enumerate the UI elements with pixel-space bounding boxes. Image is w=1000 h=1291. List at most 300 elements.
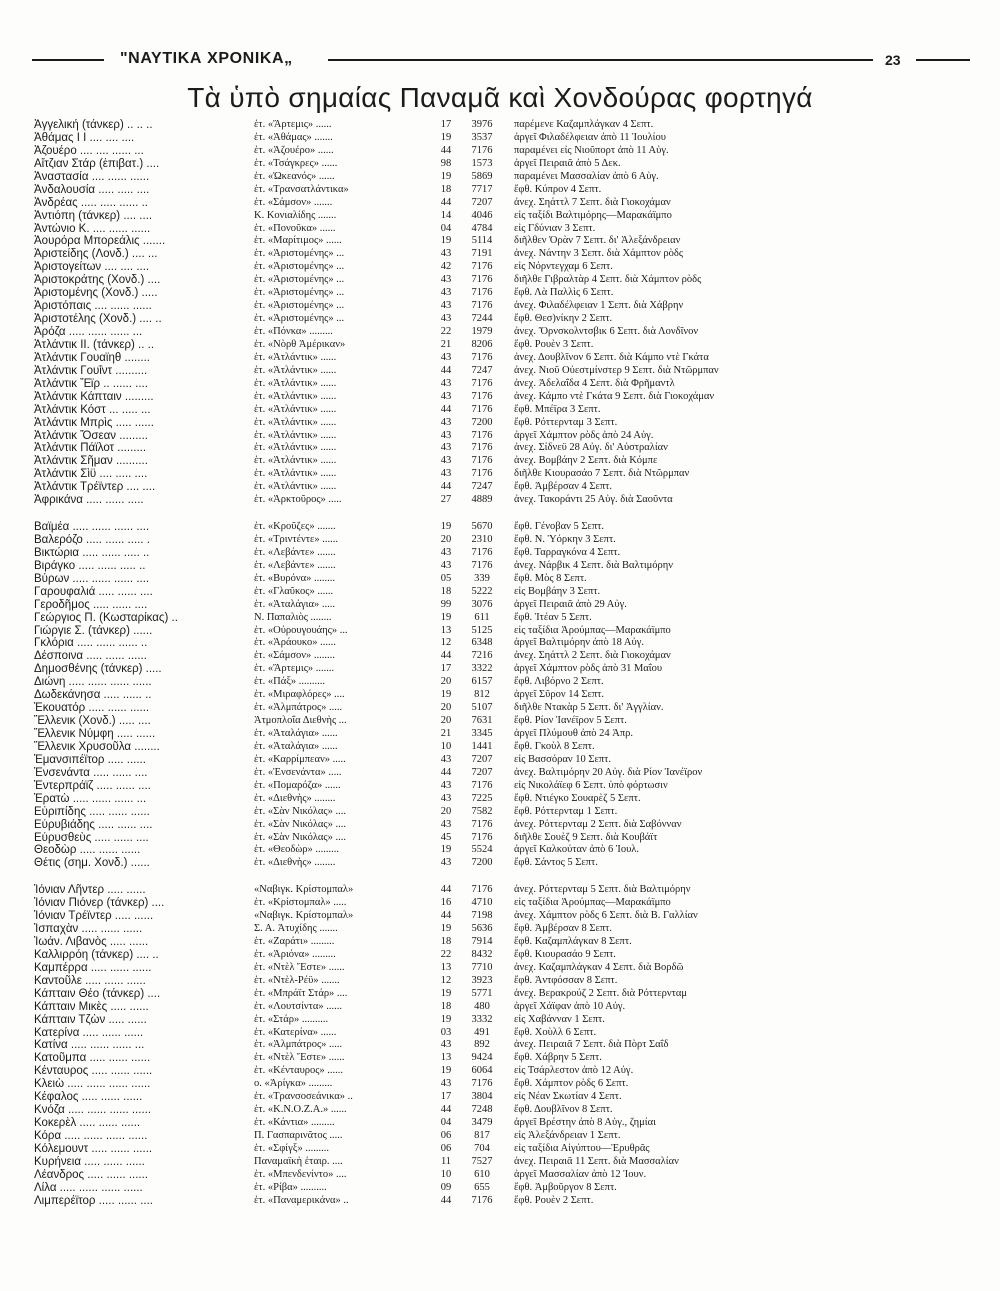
ship-tonnage: 610	[474, 1168, 490, 1180]
ship-name: Γαρουφαλιά ..... ...... ....	[34, 585, 153, 598]
ship-name: Ἀριστοτέλης (Χονδ.) .... ..	[34, 313, 162, 326]
ship-tonnage: 7248	[471, 1104, 493, 1116]
ship-name: Ἰωάν. Λιβανὸς ..... ......	[34, 935, 149, 948]
ship-owner: ἑτ. «Ἀταλάγια» .....	[254, 598, 335, 610]
ship-status: ἀνεχ. Πειραιᾶ 11 Σεπτ. διὰ Μασσαλίαν	[514, 1155, 679, 1167]
ship-status: ἀνεχ. Σηάττλ 2 Σεπτ. διὰ Γιοκοχάμαν	[514, 650, 671, 662]
ship-name: Βικτώρια ..... ...... ..... ..	[34, 546, 150, 559]
ship-owner: ἑτ. «Λεβάντε» .......	[254, 559, 336, 571]
ship-owner: ἑτ. «Ἀτλάντικ» ......	[254, 455, 337, 467]
ship-tonnage: 7216	[471, 650, 493, 662]
ship-tonnage: 7247	[471, 481, 493, 493]
ship-row	[28, 612, 978, 625]
ship-tonnage: 8432	[471, 948, 493, 960]
ship-status: ἔφθ. Ἀμβέρσαν 8 Σεπτ.	[514, 923, 613, 935]
ship-owner: ἑτ. «Ζαράτι» .........	[254, 935, 335, 947]
ship-year: 43	[440, 559, 452, 571]
ship-status: ἀργεῖ Χάϊφαν ἀπὸ 10 Αὐγ.	[514, 1000, 626, 1012]
ship-year: 13	[440, 624, 452, 636]
ship-row	[28, 1143, 978, 1156]
ship-owner: ἑτ. «Παναμερικάνα» ..	[254, 1194, 349, 1206]
ship-row	[28, 197, 978, 210]
ship-year: 43	[440, 377, 452, 389]
ship-status: ἔφθ. Χάβρην 5 Σεπτ.	[514, 1052, 602, 1064]
ship-tonnage: 7176	[471, 274, 493, 286]
ship-row	[28, 663, 978, 676]
ship-tonnage: 7710	[471, 961, 493, 973]
ship-tonnage: 7914	[471, 935, 493, 947]
ship-row	[28, 339, 978, 352]
ship-status: ἀργεῖ Βαλτιμόρην ἀπὸ 18 Αὐγ.	[514, 637, 644, 649]
ship-owner: ἑτ. «Θεοδὼρ» .........	[254, 844, 339, 856]
ship-year: 43	[440, 287, 452, 299]
ship-row	[28, 442, 978, 455]
ship-year: 43	[440, 857, 452, 869]
ship-owner: Ἀτμοπλοΐα Διεθνὴς ...	[254, 715, 347, 727]
ship-status: ἔφθ. Καζαμπλάγκαν 8 Σεπτ.	[514, 935, 632, 947]
ship-owner: ἑτ. «Μιραφλόρες» ....	[254, 689, 345, 701]
ship-tonnage: 3804	[471, 1091, 493, 1103]
ship-year: 19	[440, 131, 452, 143]
ship-name: Ἐντερπράϊζ ..... ...... ....	[34, 779, 151, 792]
ship-owner: ἑτ. «Ἀτλάντικ» ......	[254, 442, 337, 454]
ship-tonnage: 7176	[471, 455, 493, 467]
ship-status: ἀνεχ. Σηάττλ 7 Σεπτ. διὰ Γιοκοχάμαν	[514, 196, 671, 208]
ship-row	[28, 1091, 978, 1104]
ship-owner: ἑτ. «Ἀτλάντικ» ......	[254, 351, 337, 363]
ship-owner: ἑτ. «Μπράϊτ Στάρ» ....	[254, 987, 348, 999]
ship-year: 43	[440, 792, 452, 804]
ship-row	[28, 676, 978, 689]
ship-tonnage: 1573	[471, 157, 493, 169]
ship-row	[28, 599, 978, 612]
ship-year: 20	[440, 715, 452, 727]
publication-name: "ΝΑΥΤΙΚΑ ΧΡΟΝΙΚΑ„	[120, 50, 293, 67]
ship-owner: ἑτ. «Τσάγκρες» ......	[254, 157, 338, 169]
ship-row	[28, 910, 978, 923]
ship-status: ἔφθ. Ἀντφόσσαν 8 Σεπτ.	[514, 974, 618, 986]
ship-year: 19	[440, 521, 452, 533]
ship-tonnage: 7176	[471, 144, 493, 156]
ship-year: 20	[440, 676, 452, 688]
ship-name: Δωδεκάνησα ..... ...... ..	[34, 689, 152, 702]
ship-owner: ἑτ. «Κρίστομπαλ» .....	[254, 897, 347, 909]
ship-row	[28, 689, 978, 702]
ship-row	[28, 844, 978, 857]
ship-year: 44	[440, 403, 452, 415]
ship-name: Βύρων ..... ...... ...... ....	[34, 572, 150, 585]
ship-name: Ἀριστόπαις .... ...... ......	[34, 300, 152, 313]
ship-owner: ἑτ. «Ἀτλάντικ» ......	[254, 377, 337, 389]
ship-status: ἀνεχ. Σίδνεϋ 28 Αὐγ. δι' Αὐστραλίαν	[514, 442, 668, 454]
ship-row	[28, 1130, 978, 1143]
ship-name: Κένταυρος ..... ...... ......	[34, 1065, 153, 1078]
ship-name: Ἰσπαχὰν ..... ...... ......	[34, 923, 143, 936]
ship-row	[28, 1065, 978, 1078]
ship-year: 44	[440, 910, 452, 922]
ship-status: ἔφθ. Θεσ)νίκην 2 Σεπτ.	[514, 313, 613, 325]
ship-status: ἀργεῖ Μασσαλίαν ἀπὸ 12 Ἰουν.	[514, 1168, 647, 1180]
header-rule-left	[32, 59, 104, 61]
ship-tonnage: 7225	[471, 792, 493, 804]
ship-status: ἀνεχ. Χάμπτον ρὸδς 6 Σεπτ. διὰ Β. Γαλλίαν	[514, 910, 698, 922]
ship-owner: ἑτ. «Ἀριόνα» .........	[254, 948, 336, 960]
ship-owner: Παναμαϊκὴ ἑταιρ. ....	[254, 1155, 343, 1167]
ship-row	[28, 702, 978, 715]
ship-tonnage: 7527	[471, 1155, 493, 1167]
ship-row	[28, 326, 978, 339]
ship-status: ἔφθ. Ν. Ὑόρκην 3 Σεπτ.	[514, 533, 616, 545]
ship-status: εἰς Χαβάνναν 1 Σεπτ.	[514, 1013, 605, 1025]
ship-status: ἀργεῖ Πειραιᾶ ἀπὸ 29 Αὐγ.	[514, 598, 627, 610]
ship-owner: ἑτ. «Στάρ» ..........	[254, 1013, 329, 1025]
ship-row	[28, 521, 978, 534]
ship-owner: ἑτ. «Ἐνσενάντα» .....	[254, 766, 342, 778]
ship-row	[28, 261, 978, 274]
ship-status: ἔφθ. Ρόττερνταμ 3 Σεπτ.	[514, 416, 618, 428]
ship-status: παραμένει εἰς Νιοῦπορτ ἀπὸ 11 Αὐγ.	[514, 144, 669, 156]
ship-row	[28, 391, 978, 404]
ship-owner: ἑτ. «Καρρίμπεαν» .....	[254, 753, 346, 765]
ship-owner: ἑτ. «Ἀτλάντικ» ......	[254, 468, 337, 480]
ship-name: Εὐρυβιάδης ..... ...... ....	[34, 818, 153, 831]
ship-row	[28, 547, 978, 560]
ship-name: Θέτις (σημ. Χονδ.) ......	[34, 857, 150, 870]
ship-row	[28, 650, 978, 663]
ship-tonnage: 7176	[471, 377, 493, 389]
ship-status: ἀνεχ. Δουβλῖνον 6 Σεπτ. διὰ Κάμπο ντὲ Γκάτα	[514, 351, 709, 363]
ship-row	[28, 1195, 978, 1208]
ship-year: 21	[440, 728, 452, 740]
ship-status: ἔφθ. Λὰ Παλλὶς 6 Σεπτ.	[514, 287, 614, 299]
ship-owner: ἑτ. «Σὰν Νικόλας» ....	[254, 805, 346, 817]
ship-year: 44	[440, 196, 452, 208]
ship-tonnage: 704	[474, 1142, 490, 1154]
ship-row	[28, 1052, 978, 1065]
ship-status: ἀνεχ. Ἀδελαΐδα 4 Σεπτ. διὰ Φρῆμαντλ	[514, 377, 675, 389]
ship-status: ἔφθ. Ἀμβέρσαν 4 Σεπτ.	[514, 481, 613, 493]
ship-name: Βαλερόζο ..... ...... ..... .	[34, 533, 150, 546]
ship-status: ἀνεχ. Καζαμπλάγκαν 4 Σεπτ. διὰ Βορδῶ	[514, 961, 684, 973]
ship-owner: ο. «Ἀρίγκα» .........	[254, 1078, 333, 1090]
ship-year: 09	[440, 1181, 452, 1193]
ship-row	[28, 455, 978, 468]
ship-row	[28, 430, 978, 443]
ship-year: 05	[440, 572, 452, 584]
ship-row	[28, 923, 978, 936]
ship-owner: ἑτ. «Ντὲλ Ἔστε» ......	[254, 961, 345, 973]
ship-year: 04	[440, 1117, 452, 1129]
ship-status: ἀργεῖ Πλύμουθ ἀπὸ 24 Ἀπρ.	[514, 728, 634, 740]
ship-owner: ἑτ. «Ἀριστομένης» ...	[254, 261, 345, 273]
ship-year: 20	[440, 533, 452, 545]
ship-year: 43	[440, 390, 452, 402]
ship-year: 13	[440, 1052, 452, 1064]
ship-owner: Π. Γασπαρινᾶτος .....	[254, 1130, 343, 1142]
ship-row	[28, 235, 978, 248]
ship-owner: ἑτ. «Διεθνὴς» ........	[254, 792, 336, 804]
ship-year: 43	[440, 468, 452, 480]
ship-status: ἀργεῖ Καλκούταν ἀπὸ 6 Ἰουλ.	[514, 844, 640, 856]
ship-name: Διώνη ..... ...... ...... ......	[34, 676, 152, 689]
ship-tonnage: 7176	[471, 468, 493, 480]
ship-row	[28, 897, 978, 910]
ship-row	[28, 1117, 978, 1130]
ship-year: 44	[440, 481, 452, 493]
ship-owner: ἑτ. «Πόνκα» .........	[254, 326, 333, 337]
ship-owner: ἑτ. «Κατερίνα» ......	[254, 1026, 337, 1038]
ship-status: ἔφθ. Γένοβαν 5 Σεπτ.	[514, 521, 604, 533]
ship-owner: ἑτ. «Βυρόνα» ........	[254, 572, 335, 584]
ship-owner: ἑτ. «Ἀτλάντικ» ......	[254, 364, 337, 376]
ship-year: 45	[440, 831, 452, 843]
ship-status: ἔφθ. Κιουρασάο 9 Σεπτ.	[514, 948, 616, 960]
ship-name: Ἀτλάντικ Ὄσεαν .........	[34, 429, 148, 442]
ship-name: Δέσποινα ..... ...... ......	[34, 650, 147, 663]
ship-tonnage: 5636	[471, 923, 493, 935]
header-rule-middle	[328, 59, 873, 61]
ship-owner: ἑτ. «Ἀλμπάτρος» .....	[254, 702, 343, 714]
ship-year: 19	[440, 611, 452, 623]
ship-owner: ἑτ. «Ντὲλ Ἔστε» ......	[254, 1052, 345, 1064]
ship-tonnage: 7176	[471, 390, 493, 402]
section-gap	[28, 870, 978, 884]
ship-year: 06	[440, 1142, 452, 1154]
ship-owner: ἑτ. «Ἀράουκο» ......	[254, 637, 336, 649]
ship-tonnage: 655	[474, 1181, 490, 1193]
ship-tonnage: 5670	[471, 521, 493, 533]
ship-tonnage: 7176	[471, 779, 493, 791]
ship-year: 03	[440, 1026, 452, 1038]
ship-year: 43	[440, 274, 452, 286]
ship-name: Ἀφρικάνα ..... ...... .....	[34, 494, 144, 507]
ship-owner: ἑτ. «Πάξ» ..........	[254, 676, 326, 688]
ship-status: ἔφθ. Ρουὲν 2 Σεπτ.	[514, 1194, 594, 1206]
ship-year: 44	[440, 364, 452, 376]
ship-tonnage: 7200	[471, 857, 493, 869]
ship-year: 22	[440, 948, 452, 960]
ship-name: Ἕλλενικ Νύμφη ..... ......	[34, 728, 156, 741]
ship-status: ἀργεῖ Βρέστην ἀπὸ 8 Αὐγ., ζημίαι	[514, 1117, 656, 1129]
ship-name: Βιράγκο ..... ...... ..... ..	[34, 559, 146, 572]
ship-tonnage: 7176	[471, 442, 493, 454]
ship-name: Ἀθάμας I I .... .... ....	[34, 131, 135, 144]
ship-row	[28, 352, 978, 365]
ship-row	[28, 806, 978, 819]
ship-tonnage: 7191	[471, 248, 493, 260]
article-title: Τὰ ὑπὸ σημαίας Παναμᾶ καὶ Χονδούρας φορτηγά	[187, 82, 813, 113]
ship-row	[28, 481, 978, 494]
ship-name: Ἀριστομένης (Χονδ.) .....	[34, 287, 158, 300]
ship-name: Γκλόρια ..... ...... ...... ..	[34, 637, 148, 650]
ship-tonnage: 3976	[471, 119, 493, 130]
ship-year: 43	[440, 818, 452, 830]
ship-row	[28, 715, 978, 728]
ship-status: ἀνεχ. Νάντην 3 Σεπτ. διὰ Χάμπτον ρὸδς	[514, 248, 683, 260]
ship-tonnage: 2310	[471, 533, 493, 545]
ship-tonnage: 5222	[471, 585, 493, 597]
ship-status: διῆλθεν Ὀρὰν 7 Σεπτ. δι' Ἀλεξάνδρειαν	[514, 235, 681, 247]
ship-year: 18	[440, 183, 452, 195]
ship-tonnage: 6157	[471, 676, 493, 688]
ship-name: Κατερίνα ..... ...... ......	[34, 1026, 144, 1039]
ship-tonnage: 7200	[471, 416, 493, 428]
ship-status: ἔφθ. Ταρραγκόνα 4 Σεπτ.	[514, 546, 621, 558]
ship-name: Ἀτλάντικ Σὶϋ .... ..... ....	[34, 468, 148, 481]
header-rule-right	[916, 59, 970, 61]
ship-name: Αἴτζιαν Στάρ (ἐπιβατ.) ....	[34, 157, 160, 170]
ship-year: 10	[440, 740, 452, 752]
ship-owner: ἑτ. «Ἀθάμας» .......	[254, 131, 333, 143]
ship-row	[28, 884, 978, 897]
ship-name: Κατίνα ..... ...... ...... ...	[34, 1039, 145, 1052]
ship-year: 17	[440, 663, 452, 675]
ship-row	[28, 780, 978, 793]
ship-tonnage: 7176	[471, 1194, 493, 1206]
ship-row	[28, 560, 978, 573]
ship-name: Ἀρόζα ..... ...... ...... ...	[34, 326, 143, 338]
ship-year: 98	[440, 157, 452, 169]
ship-status: ἀργεῖ Χάμπτον ρὸδς ἀπὸ 31 Μαΐου	[514, 663, 663, 675]
ship-tonnage: 1979	[471, 326, 493, 337]
ship-row	[28, 223, 978, 236]
ship-year: 14	[440, 209, 452, 221]
ship-row	[28, 949, 978, 962]
ship-status: ἔφθ. Χάμπτον ρὸδς 6 Σεπτ.	[514, 1078, 629, 1090]
ship-owner: Σ. Α. Ἀτυχίδης .......	[254, 923, 338, 935]
ship-row	[28, 857, 978, 870]
ship-status: ἀργεῖ Χάμπτον ρὸδς ἀπὸ 24 Αὐγ.	[514, 429, 654, 441]
ship-status: εἰς ταξίδια Αἰγύπτου—Ἐρυθρᾶς	[514, 1142, 650, 1154]
ship-year: 44	[440, 766, 452, 778]
ship-name: Ἕλλενικ Χρυσοῦλα ........	[34, 740, 160, 753]
ship-year: 06	[440, 1130, 452, 1142]
ship-year: 43	[440, 351, 452, 363]
ship-status: ἀνεχ. Τακοράντι 25 Αὐγ. διὰ Σαοῦντα	[514, 494, 673, 506]
ship-tonnage: 7207	[471, 196, 493, 208]
ship-tonnage: 7198	[471, 910, 493, 922]
ship-year: 43	[440, 416, 452, 428]
ship-owner: ἑτ. «Πομαρόζα» ......	[254, 779, 341, 791]
ship-year: 43	[440, 300, 452, 312]
ship-owner: ἑτ. «Σφίγξ» .........	[254, 1142, 329, 1154]
ship-row	[28, 378, 978, 391]
ship-tonnage: 7176	[471, 818, 493, 830]
ship-row	[28, 1027, 978, 1040]
ship-year: 16	[440, 897, 452, 909]
ship-row	[28, 404, 978, 417]
ship-year: 44	[440, 1104, 452, 1116]
ship-name: Γεώργιος Π. (Κωσταρίκας) ..	[34, 611, 178, 624]
ship-name: Ἀριστογείτων .... .... ....	[34, 261, 150, 274]
ship-year: 19	[440, 987, 452, 999]
ship-year: 44	[440, 1194, 452, 1206]
ship-owner: Κ. Κονιαλίδης .......	[254, 209, 337, 221]
ship-year: 19	[440, 1013, 452, 1025]
ship-owner: ἑτ. «Διεθνὴς» ........	[254, 857, 336, 869]
ship-year: 17	[440, 1091, 452, 1103]
ship-tonnage: 7247	[471, 364, 493, 376]
ship-name: Ἀζουέρο .... .... ...... ...	[34, 144, 144, 157]
ship-status: ἔφθ. Μπέϊρα 3 Σεπτ.	[514, 403, 601, 415]
ship-year: 19	[440, 923, 452, 935]
ship-status: ἀνεχ. Ὄρνσκολντσβικ 6 Σεπτ. διὰ Λονδῖνον	[514, 326, 699, 337]
ship-row	[28, 365, 978, 378]
ship-row	[28, 637, 978, 650]
ship-name: Εὐριπίδης ..... ...... ......	[34, 805, 150, 818]
ship-tonnage: 892	[474, 1039, 490, 1051]
ship-status: ἔφθ. Γκοὺλ 8 Σεπτ.	[514, 740, 595, 752]
ship-year: 13	[440, 961, 452, 973]
ship-name: Λίλα ..... ...... ...... ......	[34, 1181, 143, 1194]
ship-name: Κατοῦμπα ..... ...... ......	[34, 1052, 151, 1065]
ship-name: Ἰόνιαν Λῆντερ ..... ......	[34, 884, 146, 897]
ship-owner: ἑτ. «Σάμσον» ........	[254, 650, 335, 662]
ship-status: ἔφθ. Μὸς 8 Σεπτ.	[514, 572, 587, 584]
ship-tonnage: 7176	[471, 546, 493, 558]
ship-status: ἀνεχ. Κάμπο ντὲ Γκάτα 9 Σεπτ. διὰ Γιοκοχάμαν	[514, 390, 715, 402]
ship-name: Κόρα ..... ...... ...... ......	[34, 1130, 148, 1143]
ship-owner: ἑτ. «Πονοῦκα» ......	[254, 222, 336, 234]
ship-name: Κέφαλος ..... ...... ......	[34, 1091, 143, 1104]
ship-name: Ἰόνιαν Τρέϊντερ ..... ......	[34, 910, 154, 923]
ship-year: 43	[440, 1078, 452, 1090]
ship-tonnage: 5114	[471, 235, 493, 247]
ship-tonnage: 5869	[471, 170, 493, 182]
ship-status: ἔφθ. Ρουὲν 3 Σεπτ.	[514, 338, 594, 350]
ship-year: 43	[440, 753, 452, 765]
ship-status: ἔφθ. Ντιέγκο Σουαρὲζ 5 Σεπτ.	[514, 792, 641, 804]
ship-name: Ἀτλάντικ Γουΐντ ..........	[34, 364, 148, 377]
ship-year: 19	[440, 235, 452, 247]
ship-name: Ἰόνιαν Πιόνερ (τάνκερ) ....	[34, 897, 165, 910]
ship-owner: ἑτ. «Νὸρθ Ἀμέρικαν»	[254, 338, 346, 350]
ship-name: Κάπταιν Τζὼν ..... ......	[34, 1013, 147, 1026]
ship-status: παραμένει Μασσαλίαν ἀπὸ 6 Αὐγ.	[514, 170, 659, 182]
ship-owner: ἑτ. «Ἀριστομένης» ...	[254, 248, 345, 260]
ship-year: 19	[440, 170, 452, 182]
ship-name: Καντοῦλε ..... ...... ......	[34, 974, 146, 987]
ship-tonnage: 7176	[471, 300, 493, 312]
ship-owner: ἑτ. «Λουτσίντα» ......	[254, 1000, 342, 1012]
ship-year: 11	[440, 1155, 452, 1167]
ship-name: Λέανδρος ..... ...... ......	[34, 1168, 148, 1181]
ship-owner: ἑτ. «Τρανσατλάντικα»	[254, 183, 349, 195]
ship-owner: ἑτ. «Ἀτλάντικ» ......	[254, 390, 337, 402]
ship-row	[28, 1001, 978, 1014]
ship-tonnage: 7176	[471, 884, 493, 896]
ship-status: ἀνεχ. Φιλαδέλφειαν 1 Σεπτ. διὰ Χάβρην	[514, 300, 684, 312]
ship-owner: ἑτ. «Ἀτλάντικ» ......	[254, 403, 337, 415]
ship-status: ἀργεῖ Φιλαδέλφειαν ἀπὸ 11 Ἰουλίου	[514, 131, 666, 143]
ship-year: 43	[440, 248, 452, 260]
ship-tonnage: 7176	[471, 261, 493, 273]
ship-row	[28, 1104, 978, 1117]
ship-owner: Ν. Παπαλιὸς ........	[254, 611, 332, 623]
ship-owner: ἑτ. «Ἀριστομένης» ...	[254, 300, 345, 312]
ship-name: Κάπταιν Θέο (τάνκερ) ....	[34, 987, 161, 1000]
ship-year: 10	[440, 1168, 452, 1180]
ship-owner: «Ναβιγκ. Κρίστομπαλ»	[254, 910, 354, 922]
ship-row	[28, 936, 978, 949]
ship-owner: ἑτ. «Λεβάντε» .......	[254, 546, 336, 558]
ship-row	[28, 1182, 978, 1195]
ship-year: 43	[440, 1039, 452, 1051]
ship-name: Κοκερὲλ ..... ...... ......	[34, 1117, 141, 1130]
ship-name: Ἐμανσιπέϊτορ ..... ......	[34, 753, 146, 766]
ship-status: ἀνεχ. Πειραιᾶ 7 Σεπτ. διὰ Πὸρτ Σαΐδ	[514, 1039, 669, 1051]
ship-name: Ἀτλάντικ Κόστ ... ..... ...	[34, 403, 151, 416]
